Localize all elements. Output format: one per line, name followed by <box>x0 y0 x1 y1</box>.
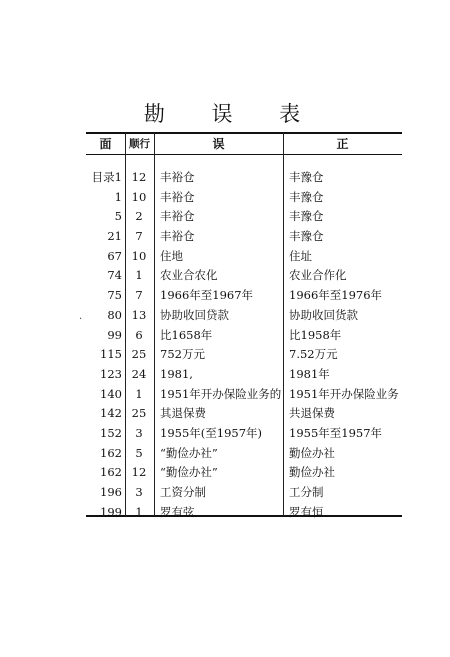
cell-wrong: 农业合农化 <box>160 268 218 283</box>
table-row <box>0 483 450 503</box>
table-header-rule <box>86 154 402 155</box>
table-row <box>0 326 450 346</box>
cell-line: 6 <box>135 327 143 342</box>
errata-rows <box>0 168 450 522</box>
cell-page: 67 <box>107 248 122 263</box>
table-row <box>0 266 450 286</box>
cell-wrong: 住地 <box>160 248 183 263</box>
cell-right: 罗有恒 <box>289 504 324 519</box>
cell-page: 80 <box>107 307 122 322</box>
table-row <box>0 365 450 385</box>
table-row <box>0 306 450 326</box>
cell-line: 7 <box>135 288 143 303</box>
cell-wrong: 其退保费 <box>160 406 206 421</box>
cell-wrong: “勤俭办社” <box>160 465 218 480</box>
cell-right: 勤俭办社 <box>289 445 335 460</box>
table-row <box>0 247 450 267</box>
cell-wrong: 丰裕仓 <box>160 229 195 244</box>
cell-line: 5 <box>135 445 143 460</box>
cell-wrong: 协助收回贷款 <box>160 307 229 322</box>
cell-line: 12 <box>131 465 147 480</box>
cell-page: 142 <box>100 406 122 421</box>
cell-page: 162 <box>100 465 122 480</box>
cell-page: 162 <box>100 445 122 460</box>
cell-wrong: 罗有弦 <box>160 504 195 519</box>
page-title: 勘 误 表 <box>143 102 321 126</box>
cell-right: 1951年开办保险业务 <box>289 386 399 401</box>
cell-page: 196 <box>100 485 122 499</box>
table-row <box>0 444 450 464</box>
cell-page: 199 <box>100 504 122 519</box>
cell-page: 75 <box>107 288 122 303</box>
cell-line: 1 <box>135 386 143 401</box>
cell-right: 工分制 <box>289 485 324 499</box>
cell-wrong: 丰裕仓 <box>160 209 195 224</box>
cell-right: 丰豫仓 <box>289 189 324 204</box>
header-page: 面 <box>99 137 112 151</box>
table-row <box>0 463 450 483</box>
cell-wrong: 比1658年 <box>160 327 213 342</box>
cell-right: 1966年至1976年 <box>289 288 383 303</box>
cell-wrong: 1981, <box>160 366 193 381</box>
cell-line: 1 <box>135 268 143 283</box>
table-row <box>0 503 450 523</box>
cell-right: 1981年 <box>289 366 330 381</box>
cell-page: 99 <box>107 327 122 342</box>
cell-page: 目录1 <box>91 170 122 184</box>
cell-line: 7 <box>135 229 143 244</box>
header-right: 正 <box>336 137 349 151</box>
cell-wrong: 1966年至1967年 <box>160 288 254 303</box>
table-row <box>0 207 450 227</box>
cell-wrong: “勤俭办社” <box>160 445 218 460</box>
cell-right: 共退保费 <box>289 406 335 421</box>
cell-page: 140 <box>100 386 122 401</box>
cell-right: 勤俭办社 <box>289 465 335 480</box>
cell-right: 比1958年 <box>289 327 342 342</box>
cell-line: 24 <box>131 366 147 381</box>
cell-page: 115 <box>100 347 122 362</box>
cell-line: 25 <box>131 347 147 362</box>
cell-line: 25 <box>131 406 147 421</box>
cell-line: 1 <box>135 504 143 519</box>
cell-wrong: 丰裕仓 <box>160 189 195 204</box>
cell-wrong: 1951年开办保险业务的 <box>160 386 282 401</box>
cell-right: 1955年至1957年 <box>289 425 383 440</box>
table-row <box>0 385 450 405</box>
cell-page: 5 <box>114 209 122 224</box>
cell-right: 住址 <box>289 248 312 263</box>
header-wrong: 误 <box>212 137 225 151</box>
table-row <box>0 404 450 424</box>
cell-wrong: 丰裕仓 <box>160 170 195 184</box>
cell-line: 3 <box>135 485 143 499</box>
cell-right: 7.52万元 <box>289 347 338 362</box>
table-row <box>0 345 450 365</box>
cell-page: 1 <box>114 189 122 204</box>
table-row <box>0 424 450 444</box>
cell-line: 3 <box>135 425 143 440</box>
table-row <box>0 227 450 247</box>
table-row <box>0 188 450 208</box>
cell-page: 152 <box>100 425 122 440</box>
cell-wrong: 1955年(至1957年) <box>160 425 263 440</box>
cell-line: 10 <box>131 189 147 204</box>
table-row <box>0 168 450 188</box>
cell-line: 12 <box>131 170 147 184</box>
cell-page: 123 <box>100 366 122 381</box>
cell-page: 74 <box>107 268 122 283</box>
cell-right: 农业合作化 <box>289 268 347 283</box>
margin-mark: · <box>79 314 83 325</box>
cell-wrong: 工资分制 <box>160 485 206 499</box>
cell-right: 丰豫仓 <box>289 170 324 184</box>
table-top-rule <box>86 132 402 134</box>
cell-line: 2 <box>135 209 143 224</box>
cell-line: 10 <box>131 248 147 263</box>
cell-line: 13 <box>131 307 147 322</box>
cell-right: 丰豫仓 <box>289 229 324 244</box>
cell-right: 丰豫仓 <box>289 209 324 224</box>
cell-page: 21 <box>107 229 122 244</box>
header-line: 顺行 <box>129 138 150 150</box>
table-row <box>0 286 450 306</box>
cell-right: 协助收回货款 <box>289 307 358 322</box>
cell-wrong: 752万元 <box>160 347 205 362</box>
